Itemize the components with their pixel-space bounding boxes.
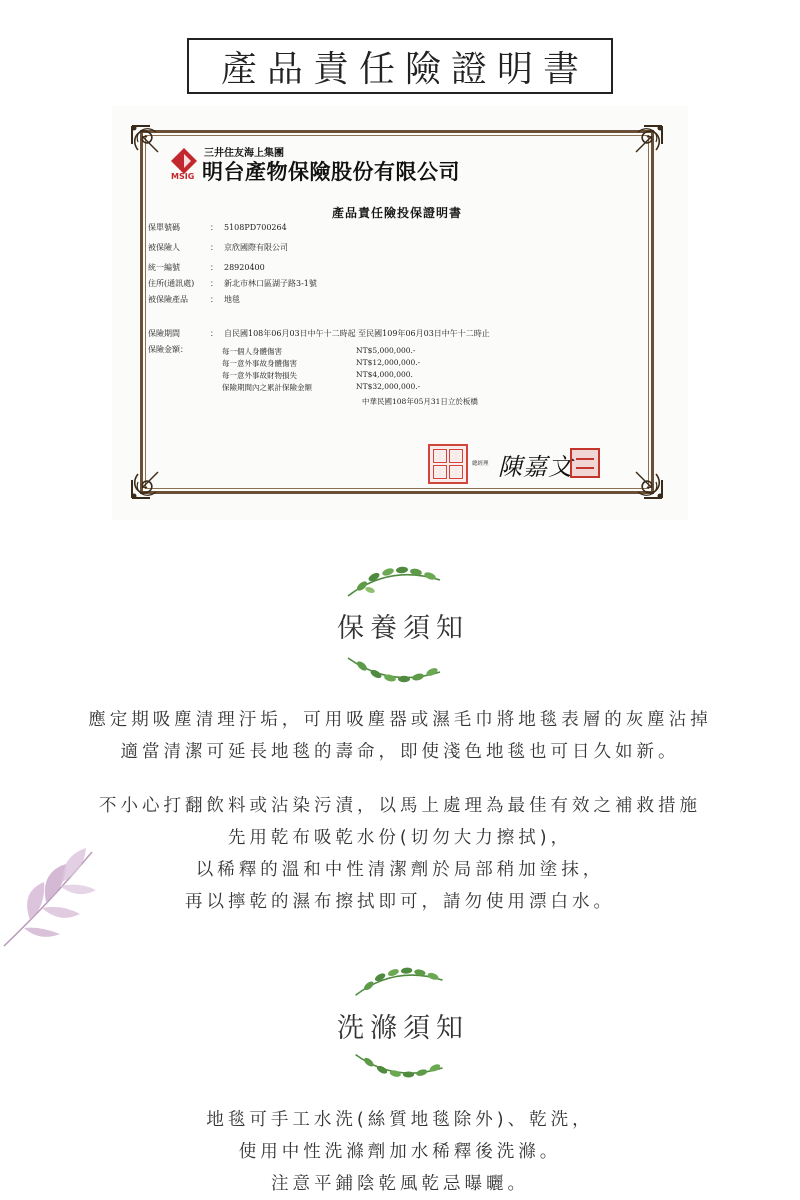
corner-ornament-icon [610, 446, 666, 502]
issue-date: 中華民國108年05月31日立於板橋 [362, 397, 478, 406]
msig-logo-icon [168, 146, 200, 192]
general-manager-label: 總經理 [472, 461, 489, 467]
page-title-box [187, 38, 613, 94]
coverage-row: 每一意外事故財物損失 NT$4,000,000. [222, 370, 413, 380]
field-insured: 被保險人 ： 京欣國際有限公司 [148, 243, 288, 252]
certificate [128, 122, 666, 502]
field-amount-label: 保險金額： [148, 345, 188, 354]
page-title: 產品責任險證明書 [220, 48, 589, 90]
coverage-row: 每一個人身體傷害 NT$5,000,000.- [222, 346, 416, 356]
leaf-wreath-top-icon [340, 562, 450, 602]
care-paragraph-2: 不小心打翻飲料或沾染污漬，以馬上處理為最佳有效之補救措施 先用乾布吸乾水份(切勿大力擦拭)， 以稀釋的溫和中性清潔劑於局部稍加塗抹， 再以擰乾的濕布擦拭即可，請勿使用漂白水。 [99, 796, 701, 912]
lilac-leaf-icon [0, 842, 100, 952]
group-name: 三井住友海上集團 [204, 148, 284, 159]
leaf-wreath-top-icon [348, 962, 452, 1002]
care-title: 保養須知 [337, 613, 469, 644]
certificate-heading: 產品責任險投保證明書 [331, 206, 462, 220]
signature: 陳嘉文 [498, 453, 573, 481]
certificate-inner-frame [145, 135, 649, 489]
company-seal-icon [428, 444, 468, 484]
field-tax-id: 統一編號 ： 28920400 [148, 263, 265, 272]
field-address: 住所(通訊處) ： 新北市林口區湖子路3-1號 [148, 279, 317, 288]
field-policy-number: 保單號碼 ： 5108PD700264 [148, 223, 287, 232]
logo-text: MSIG [171, 172, 195, 181]
leaf-wreath-bottom-icon [340, 650, 450, 690]
coverage-row: 每一意外事故身體傷害 NT$12,000,000.- [222, 358, 421, 368]
corner-ornament-icon [128, 446, 184, 502]
care-paragraph-1: 應定期吸塵清理汙垢，可用吸塵器或濕毛巾將地毯表層的灰塵沾掉 適當清潔可延長地毯的壽命，即使淺色地毯也可日久如新。 [88, 710, 712, 762]
coverage-row: 保險期間內之累計保險金額 NT$32,000,000.- [222, 382, 421, 392]
field-period: 保險期間 ： 自民國108年06月03日中午十二時起 至民國109年06月03日中午十二時止 [148, 329, 490, 338]
field-product: 被保險產品 ： 地毯 [148, 295, 240, 304]
wash-paragraph: 地毯可手工水洗(絲質地毯除外)、乾洗， 使用中性洗滌劑加水稀釋後洗滌。 注意平鋪陰乾風乾忌曝曬。 [206, 1110, 594, 1194]
personal-seal-icon [570, 448, 600, 478]
wash-title: 洗滌須知 [337, 1013, 469, 1044]
leaf-wreath-bottom-icon [348, 1046, 452, 1086]
corner-ornament-icon [610, 122, 666, 178]
company-name: 明台產物保險股份有限公司 [202, 160, 460, 184]
